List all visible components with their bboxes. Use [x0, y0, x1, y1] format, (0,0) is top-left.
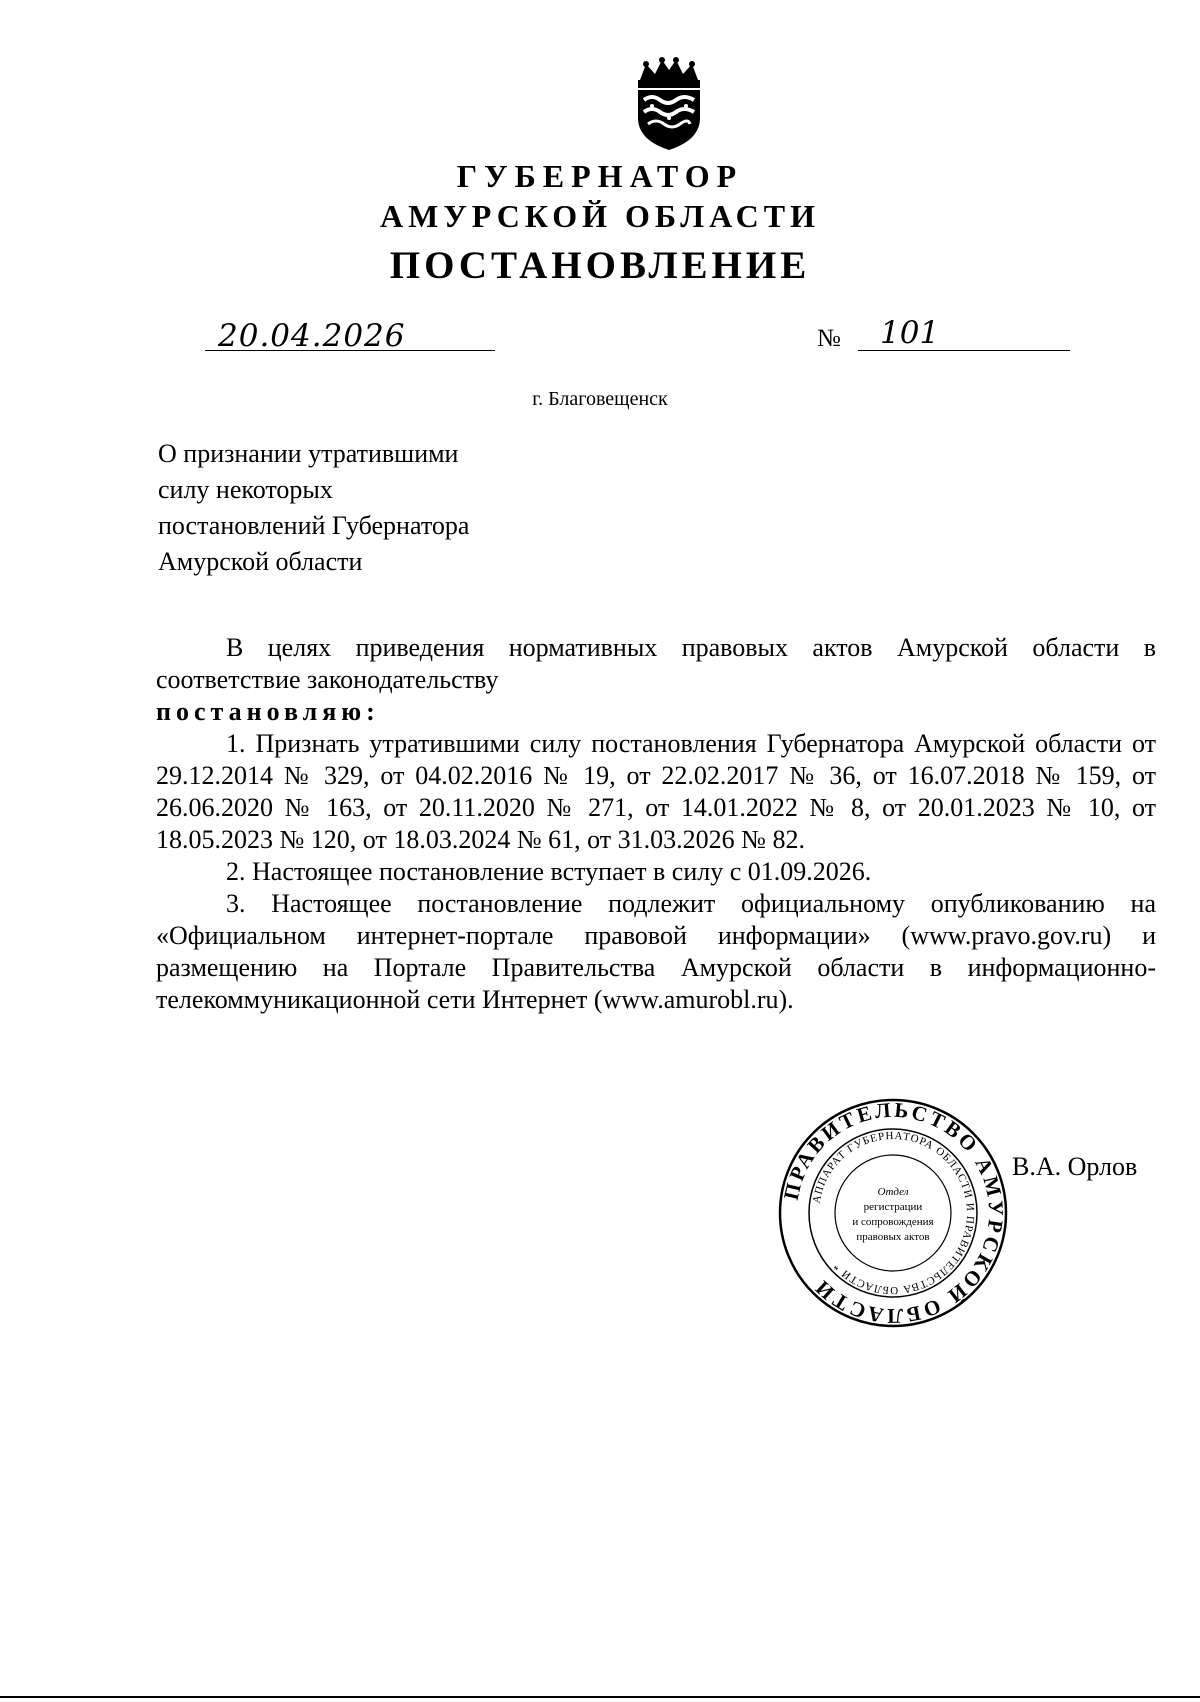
number-underline	[858, 350, 1070, 351]
item-paragraph: 1. Признать утратившими силу постановления Губернатора Амурской области от 29.12.2014 № 329, от 04.02.2016 № 19, от 22.02.2017 № 36, от 16.07.2018 № 159, от 26.06.2020 № 163, от 20.11.2020 № 271, от 14.01.2022 № 8, от 20.01.2023 № 10, от 18.05.2023 № 120, от 18.03.2024 № 61, от 31.03.2026 № 82.	[156, 729, 1156, 854]
signatory-name: В.А. Орлов	[1012, 1152, 1138, 1181]
handwritten-number: 101	[880, 315, 940, 351]
subject-line: Амурской области	[158, 547, 363, 576]
resolve-word: постановляю:	[156, 697, 380, 726]
stamp-inner-text: АППАРАТ ГУБЕРНАТОРА ОБЛАСТИ И ПРАВИТЕЛЬСТВА ОБЛАСТИ *	[810, 1129, 977, 1297]
subject-line: постановлений Губернатора	[158, 511, 470, 540]
stamp-center-line: регистрации	[863, 1201, 923, 1213]
handwritten-date: 20.04.2026	[218, 318, 406, 354]
city-line: г. Благовещенск	[532, 388, 668, 410]
number-label: №	[817, 325, 841, 352]
issuer-title: ГУБЕРНАТОР	[456, 158, 744, 194]
stamp-center-line: Отдел	[877, 1186, 909, 1198]
issuer-region: АМУРСКОЙ ОБЛАСТИ	[380, 198, 820, 234]
scan-edge-line	[0, 1696, 1200, 1698]
document-subject	[158, 436, 578, 580]
date-underline	[205, 350, 495, 351]
coat-of-arms-icon	[628, 56, 710, 152]
document-body	[156, 632, 1156, 1016]
stamp-center-line: и сопровождения	[852, 1216, 934, 1228]
stamp-outer-text: ПРАВИТЕЛЬСТВО АМУРСКОЙ ОБЛАСТИ	[778, 1097, 1009, 1329]
item-paragraph: 2. Настоящее постановление вступает в силу с 01.09.2026.	[226, 857, 872, 886]
subject-line: силу некоторых	[158, 475, 333, 504]
stamp-center-line: правовых актов	[856, 1231, 930, 1243]
subject-line: О признании утратившими	[158, 439, 459, 468]
official-seal-stamp	[777, 1097, 1009, 1329]
item-paragraph: 3. Настоящее постановление подлежит официальному опубликованию на «Официальном интернет-портале правовой информации» (www.pravo.gov.ru) и размещению на Портале Правительства Амурской области в информационно-телекоммуникационной сети Интернет (www.amurobl.ru).	[156, 889, 1156, 1014]
preamble-paragraph: В целях приведения нормативных правовых актов Амурской области в соответствие законодательству	[156, 633, 1156, 694]
document-type-title: ПОСТАНОВЛЕНИЕ	[389, 244, 811, 287]
